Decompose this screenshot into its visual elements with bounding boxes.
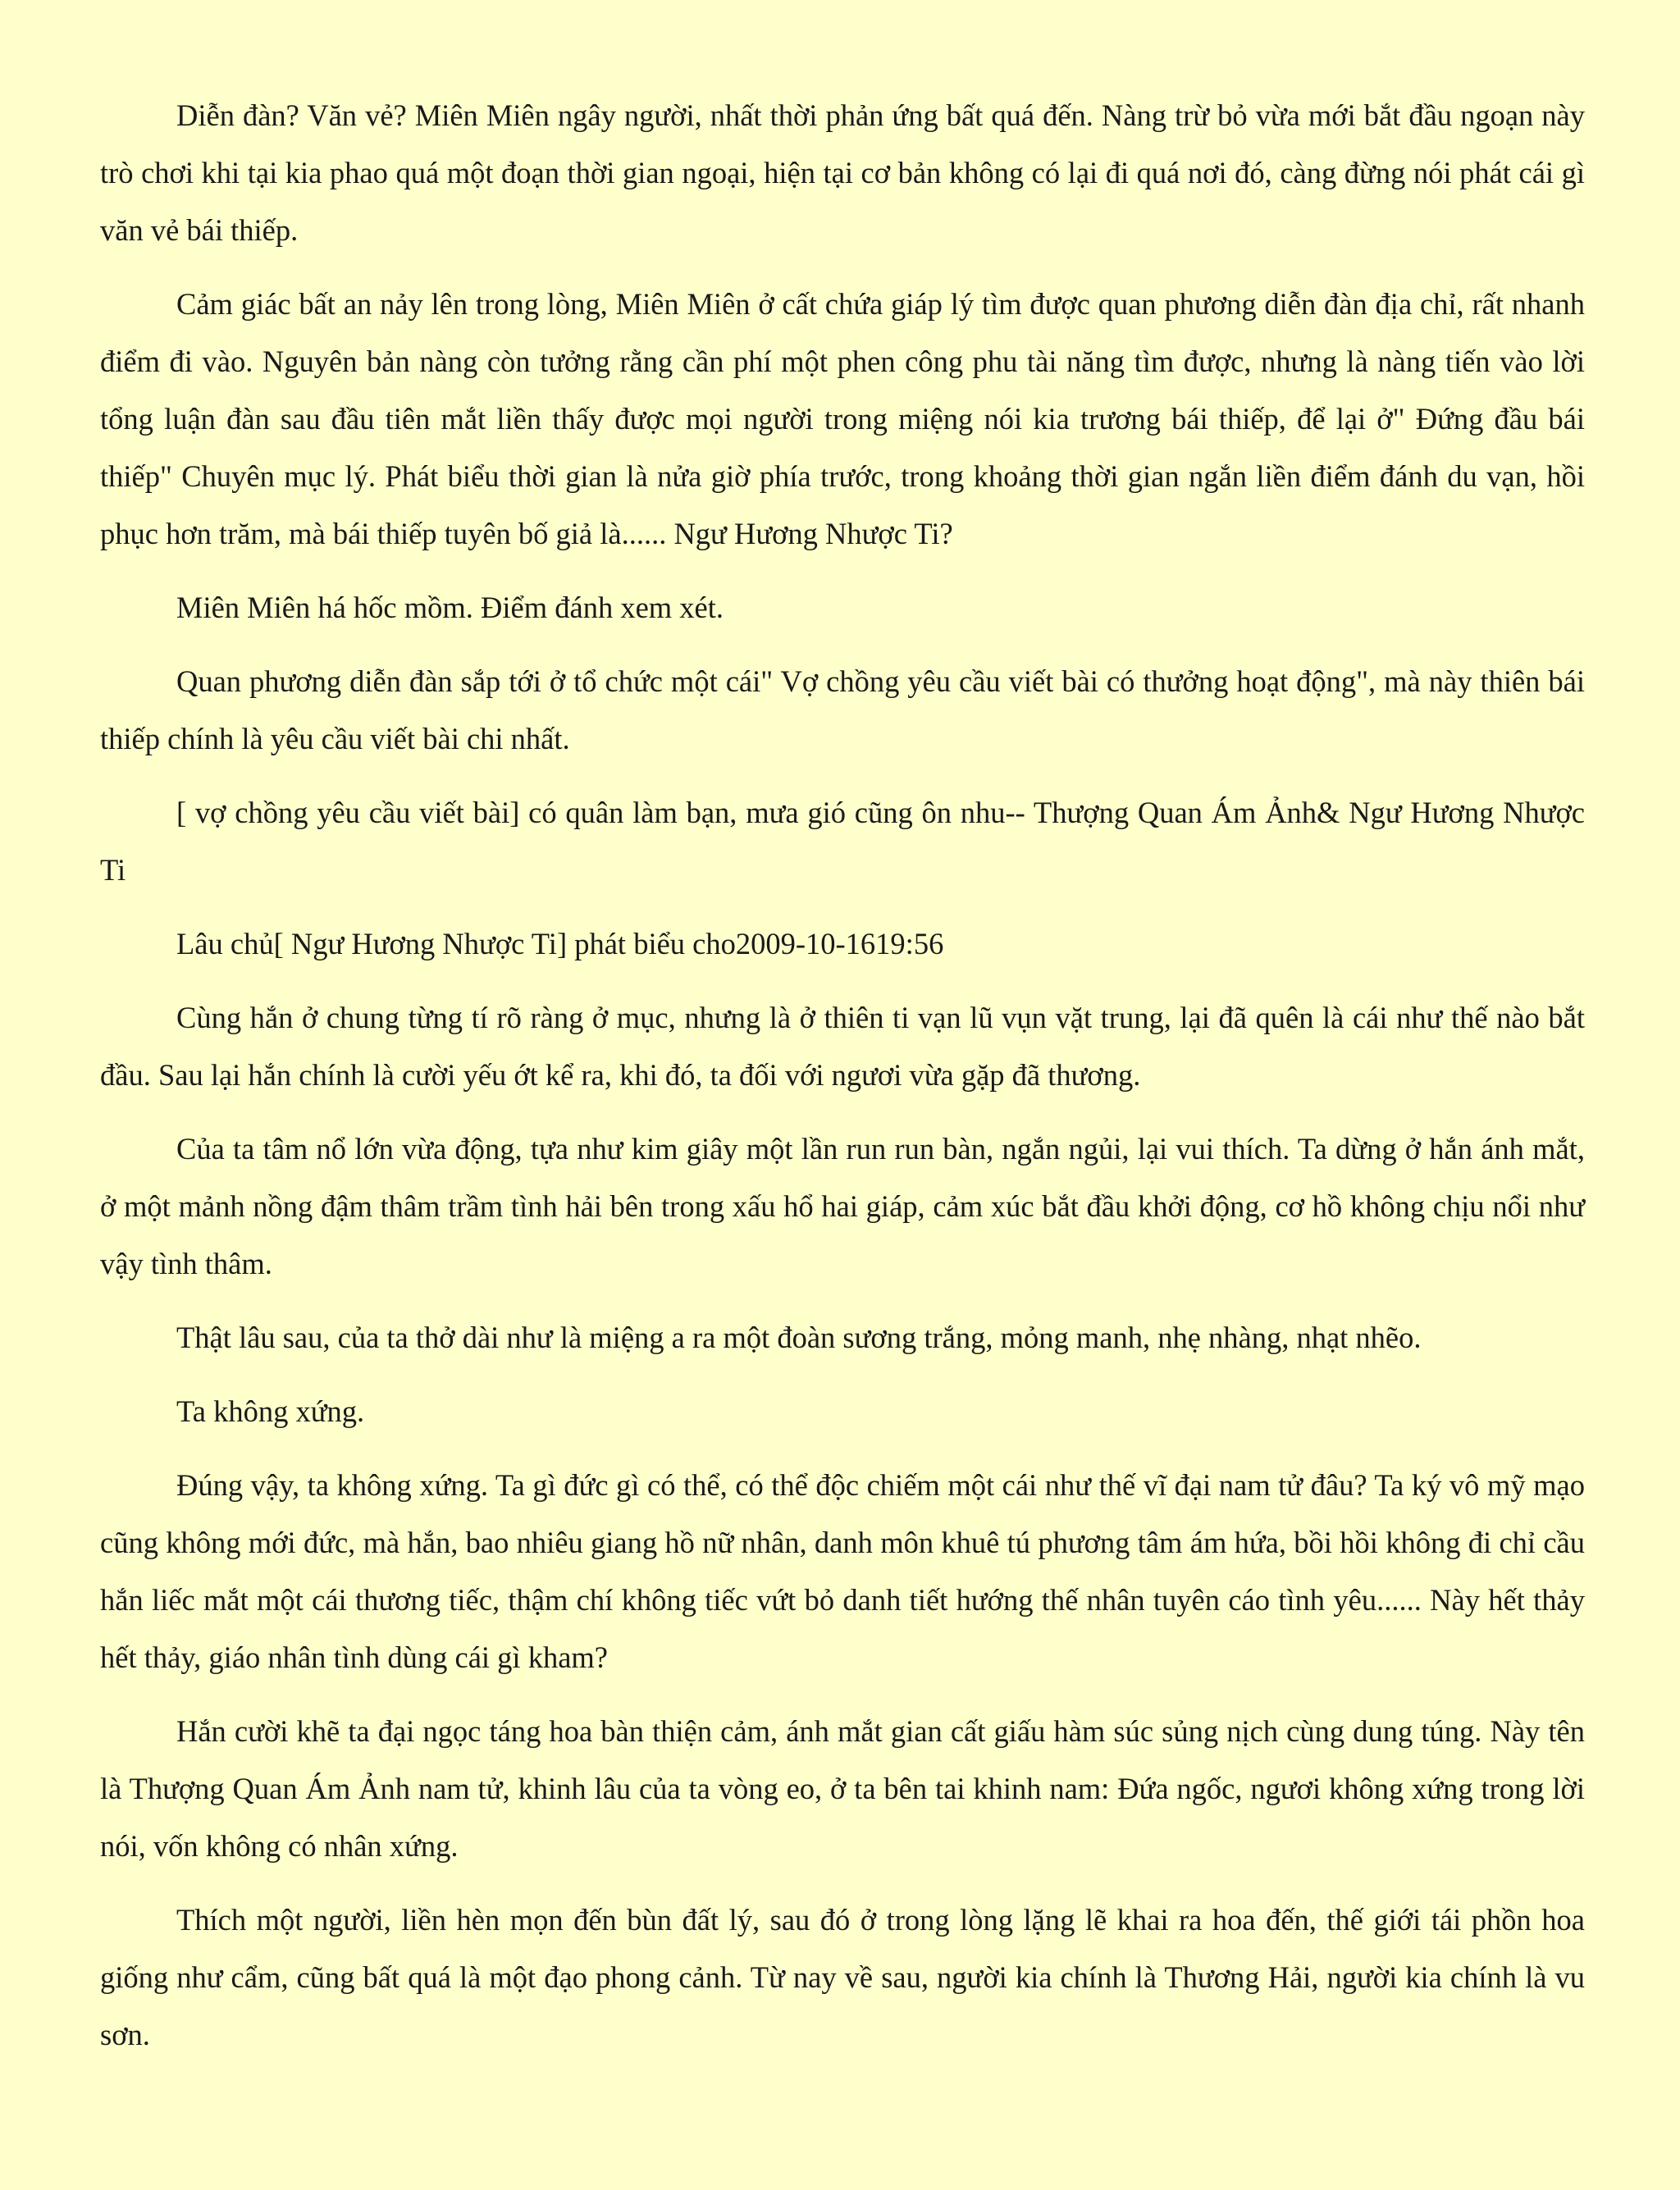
paragraph-2: Cảm giác bất an nảy lên trong lòng, Miên Miên ở cất chứa giáp lý tìm được quan phương diễn đàn địa chỉ, rất nhanh điểm đi vào. Nguyên bản nàng còn tưởng rằng cần phí một phen công phu tài năng tìm được, nhưng là nàng tiến vào lời tổng luận đàn sau đầu tiên mắt liền thấy được mọi người trong miệng nói kia trương bái thiếp, để lại ở" Đứng đầu bái thiếp" Chuyên mục lý. Phát biểu thời gian là nửa giờ phía trước, trong khoảng thời gian ngắn liền điểm đánh du vạn, hồi phục hơn trăm, mà bái thiếp tuyên bố giả là...... Ngư Hương Nhược Ti?	[100, 287, 1585, 550]
post-meta: Lâu chủ[ Ngư Hương Nhược Ti] phát biểu cho2009-10-1619:56	[176, 927, 944, 960]
paragraph-11: Đúng vậy, ta không xứng. Ta gì đức gì có thể, có thể độc chiếm một cái như thế vĩ đại nam tử đâu? Ta ký vô mỹ mạo cũng không mới đức, mà hắn, bao nhiêu giang hồ nữ nhân, danh môn khuê tú phương tâm ám hứa, bồi hồi không đi chỉ cầu hắn liếc mắt một cái thương tiếc, thậm chí không tiếc vứt bỏ danh tiết hướng thế nhân tuyên cáo tình yêu...... Này hết thảy hết thảy, giáo nhân tình dùng cái gì kham?	[100, 1468, 1585, 1674]
post-title: [ vợ chồng yêu cầu viết bài] có quân làm bạn, mưa gió cũng ôn nhu-- Thượng Quan Ám Ảnh& Ngư Hương Nhược Ti	[100, 796, 1585, 887]
paragraph-8: Của ta tâm nổ lớn vừa động, tựa như kim giây một lần run run bàn, ngắn ngủi, lại vui thích. Ta dừng ở hắn ánh mắt, ở một mảnh nồng đậm thâm trầm tình hải bên trong xấu hổ hai giáp, cảm xúc bắt đầu khởi động, cơ hồ không chịu nổi như vậy tình thâm.	[100, 1132, 1585, 1280]
paragraph-12: Hắn cười khẽ ta đại ngọc táng hoa bàn thiện cảm, ánh mắt gian cất giấu hàm súc sủng nịch cùng dung túng. Này tên là Thượng Quan Ám Ảnh nam tử, khinh lâu của ta vòng eo, ở ta bên tai khinh nam: Đứa ngốc, ngươi không xứng trong lời nói, vốn không có nhân xứng.	[100, 1714, 1585, 1863]
paragraph-4: Quan phương diễn đàn sắp tới ở tổ chức một cái" Vợ chồng yêu cầu viết bài có thưởng hoạt động", mà này thiên bái thiếp chính là yêu cầu viết bài chi nhất.	[100, 664, 1585, 755]
paragraph-1: Diễn đàn? Văn vẻ? Miên Miên ngây người, nhất thời phản ứng bất quá đến. Nàng trừ bỏ vừa mới bắt đầu ngoạn này trò chơi khi tại kia phao quá một đoạn thời gian ngoại, hiện tại cơ bản không có lại đi quá nơi đó, càng đừng nói phát cái gì văn vẻ bái thiếp.	[100, 98, 1585, 247]
document-page	[100, 87, 1585, 2080]
paragraph-9: Thật lâu sau, của ta thở dài như là miệng a ra một đoàn sương trắng, mỏng manh, nhẹ nhàng, nhạt nhẽo.	[176, 1321, 1422, 1354]
paragraph-3: Miên Miên há hốc mồm. Điểm đánh xem xét.	[176, 591, 724, 624]
paragraph-10: Ta không xứng.	[176, 1394, 365, 1428]
paragraph-7: Cùng hắn ở chung từng tí rõ ràng ở mục, nhưng là ở thiên ti vạn lũ vụn vặt trung, lại đã quên là cái như thế nào bắt đầu. Sau lại hắn chính là cười yếu ớt kể ra, khi đó, ta đối với ngươi vừa gặp đã thương.	[100, 1001, 1585, 1092]
paragraph-13: Thích một người, liền hèn mọn đến bùn đất lý, sau đó ở trong lòng lặng lẽ khai ra hoa đến, thế giới tái phồn hoa giống như cẩm, cũng bất quá là một đạo phong cảnh. Từ nay về sau, người kia chính là Thương Hải, người kia chính là vu sơn.	[100, 1903, 1585, 2051]
